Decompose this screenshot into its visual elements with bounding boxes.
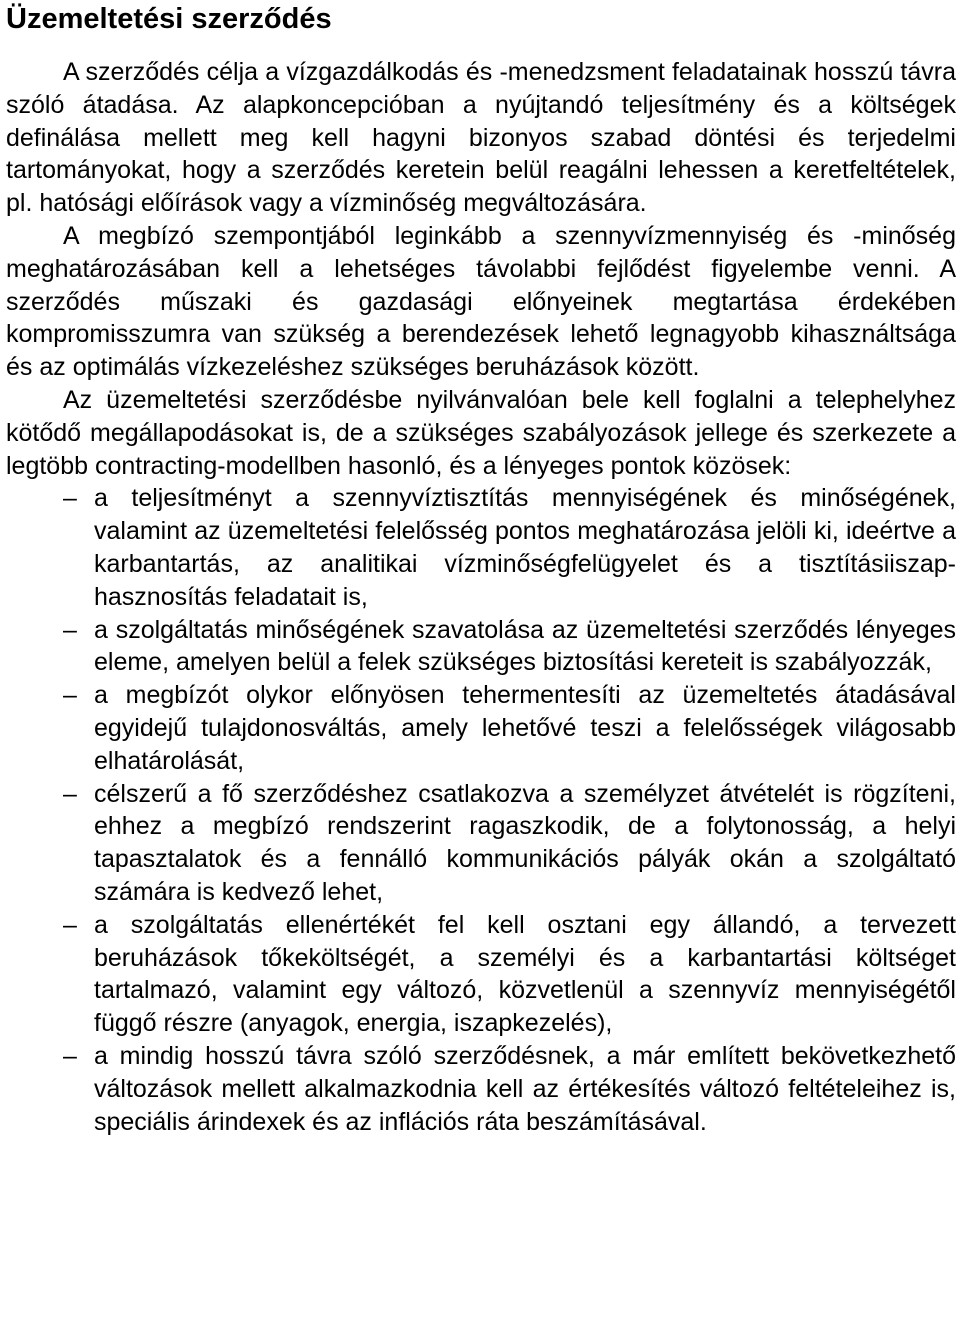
dash-bullet-icon: – (63, 484, 77, 513)
key-points-list (6, 482, 956, 1138)
list-item (6, 1040, 956, 1138)
document-body (6, 56, 956, 1138)
list-item-text: a teljesítményt a szennyvíztisztítás mennyiségének és minőségének, valamint az üzemeltetési felelősség pontos meghatározása jelöli ki, ideértve a karbantartás, az analitikai vízminőségfelügyelet és a tisztításiiszap-hasznosítás feladatait is, (94, 484, 956, 611)
list-item-text: a megbízót olykor előnyösen tehermentesíti az üzemeltetés átadásával egyidejű tulajdonosváltás, amely lehetővé teszi a felelősségek világosabb elhatárolását, (94, 681, 956, 775)
page-title: Üzemeltetési szerződés (6, 3, 332, 35)
dash-bullet-icon: – (63, 779, 77, 808)
list-item (6, 679, 956, 777)
list-item (6, 614, 956, 680)
list-item (6, 482, 956, 613)
list-item (6, 909, 956, 1040)
dash-bullet-icon: – (63, 615, 77, 644)
list-item-text: a mindig hosszú távra szóló szerződésnek, a már említett bekövetkezhető változások mellett alkalmazkodnia kell az értékesítés változó feltételeihez is, speciális árindexek és az inflációs ráta beszámításával. (94, 1041, 956, 1136)
paragraph-purpose: A szerződés célja a vízgazdálkodás és -menedzsment feladatainak hosszú távra szóló átadása. Az alapkoncepcióban a nyújtandó teljesítmény és a költségek definálása mellett meg kell hagyni bizonyos szabad döntési és terjedelmi tartományokat, hogy a szerződés keretein belül reagálni lehessen a keretfeltételek, pl. hatósági előírások vagy a vízminőség megváltozására. (6, 58, 956, 218)
list-item-text: célszerű a fő szerződéshez csatlakozva a személyzet átvételét is rögzíteni, ehhez a megbízó rendszerint ragaszkodik, de a folytonosság, a helyi tapasztalatok és a fennálló kommunikációs pályák okán a szolgáltató számára is kedvező lehet, (94, 779, 956, 906)
paragraph-contract-contents: Az üzemeltetési szerződésbe nyilvánvalóan bele kell foglalni a telephelyhez kötődő megállapodásokat is, de a szükséges szabályozások jellege és szerkezete a legtöbb contracting-modellben hasonló, és a lényeges pontok közösek: (6, 385, 956, 480)
document-page (6, 0, 956, 1138)
dash-bullet-icon: – (63, 910, 77, 939)
dash-bullet-icon: – (63, 681, 77, 710)
list-item (6, 778, 956, 909)
list-item-text: a szolgáltatás minőségének szavatolása az üzemeltetési szerződés lényeges eleme, amelyen belül a felek szükséges biztosítási kereteit is szabályozzák, (94, 615, 956, 677)
dash-bullet-icon: – (63, 1041, 77, 1070)
paragraph-client-perspective: A megbízó szempontjából leginkább a szennyvízmennyiség és -minőség meghatározásában kell a lehetséges távolabbi fejlődést figyelembe venni. A szerződés műszaki és gazdasági előnyeinek megtartása érdekében kompromisszumra van szükség a berendezések lehető legnagyobb kihasználtsága és az optimálás vízkezeléshez szükséges beruházások között. (6, 221, 956, 382)
list-item-text: a szolgáltatás ellenértékét fel kell osztani egy állandó, a tervezett beruházások tőkeköltségét, a személyi és a karbantartási költséget tartalmazó, valamint egy változó, közvetlenül a szennyvíz mennyiségétől függő részre (anyagok, energia, iszapkezelés), (94, 910, 956, 1038)
